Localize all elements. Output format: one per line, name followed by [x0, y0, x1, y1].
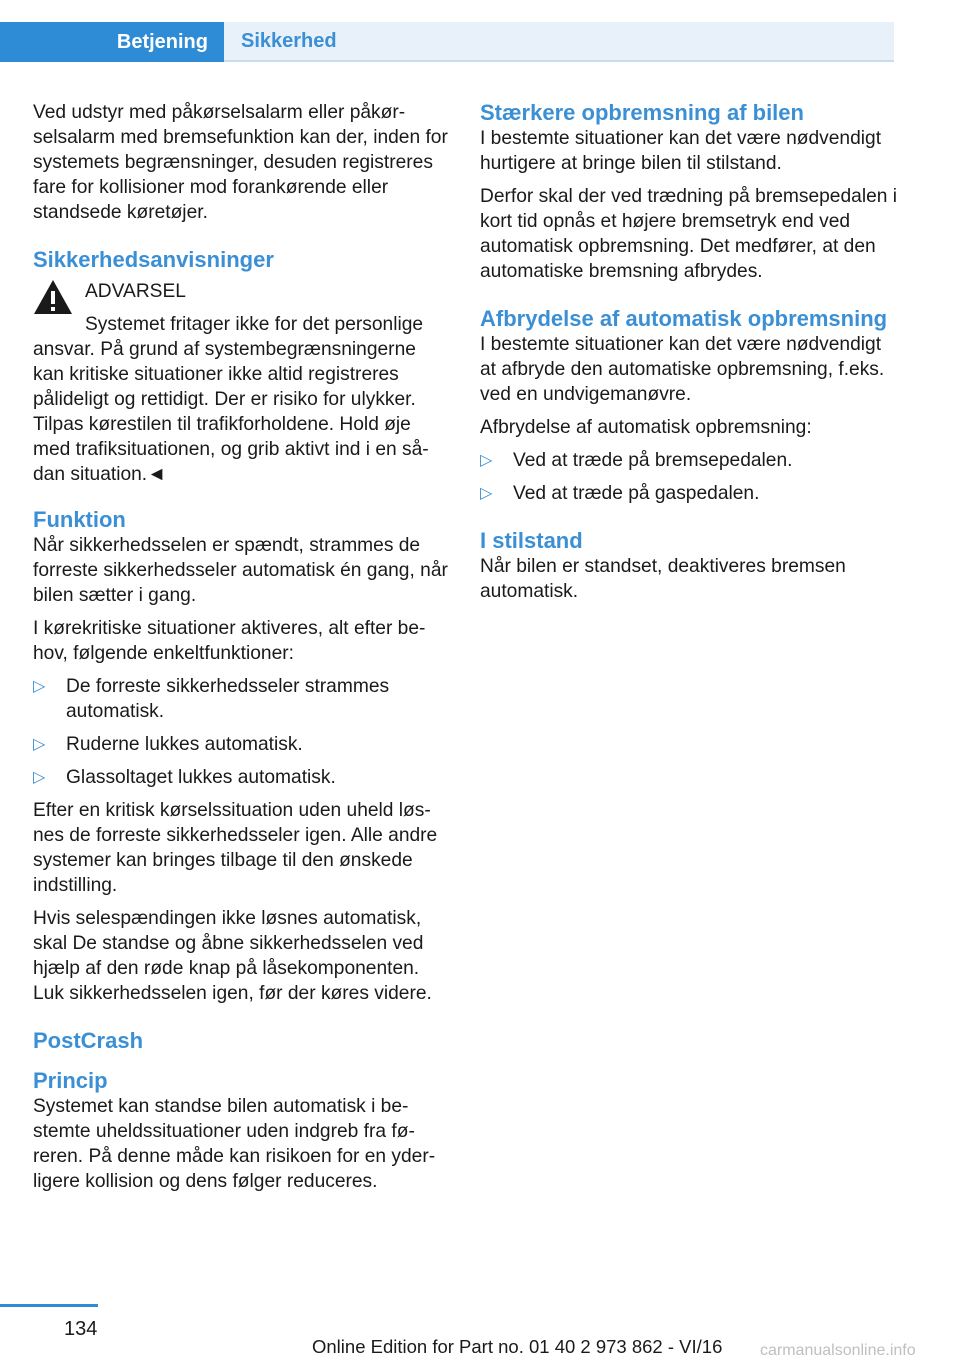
function-list	[33, 674, 448, 790]
list-item: ▷ Ved at træde på bremsepedalen.	[480, 450, 793, 471]
footer-rule	[0, 1304, 98, 1307]
page-number: 134	[64, 1318, 98, 1340]
triangle-bullet-icon: ▷	[33, 678, 46, 695]
braking-paragraph-1: I bestemte situationer kan det være nødvendigt hurtigere at bringe bilen til stilstand.	[480, 128, 882, 174]
warning-first-line: Systemet fritager ikke for det personlige	[85, 314, 424, 335]
safety-heading: Sikkerhedsanvisninger	[33, 247, 274, 272]
braking-heading: Stærkere opbremsning af bilen	[480, 100, 804, 125]
intro-paragraph: Ved udstyr med påkørselsalarm eller påkørselsalarm med bremsefunktion kan der, inden for systemets begrænsninger, desuden registreres fare for kollisioner mod forankørende eller standsede køretøjer.	[33, 102, 448, 223]
postcrash-heading: PostCrash	[33, 1028, 144, 1053]
warning-box	[33, 279, 448, 487]
function-paragraph-4: Hvis selespændingen ikke løsnes automatisk, skal De standse og åbne sikkerhedsselen ved hjælp af den røde knap på låsekomponenten. Luk sikkerhedsselen igen, før der køres videre.	[33, 908, 432, 1004]
principle-paragraph: Systemet kan standse bilen automatisk i bestemte uheldssituationer uden indgreb fra føreren. På denne måde kan risikoen for en yderligere kollision og dens følger reduceres.	[33, 1096, 436, 1192]
function-paragraph-2: I kørekritiske situationer aktiveres, alt efter behov, følgende enkeltfunktioner:	[33, 618, 426, 664]
interrupt-paragraph-1: I bestemte situationer kan det være nødvendigt at afbryde den automatiske opbremsning, f.eks. ved en undvigemanøvre.	[480, 334, 885, 405]
watermark: carmanualsonline.info	[760, 1342, 916, 1359]
tab-betjening[interactable]: Betjening	[0, 22, 224, 62]
list-item: ▷ Ruderne lukkes automatisk.	[33, 734, 303, 755]
warning-triangle-icon	[33, 279, 73, 315]
list-item: ▷ Glassoltaget lukkes automatisk.	[33, 767, 336, 788]
right-column	[480, 100, 898, 612]
triangle-bullet-icon: ▷	[480, 452, 493, 469]
interrupt-heading: Afbrydelse af automatisk opbremsning	[480, 306, 888, 331]
standstill-heading: I stilstand	[480, 528, 583, 553]
edition-text: Online Edition for Part no. 01 40 2 973 862 - VI/16	[312, 1336, 723, 1357]
triangle-bullet-icon: ▷	[33, 769, 46, 786]
interrupt-list	[480, 448, 898, 506]
function-heading: Funktion	[33, 507, 126, 532]
warning-title: ADVARSEL	[85, 281, 186, 302]
braking-paragraph-2: Derfor skal der ved trædning på bremsepedalen i kort tid opnås et højere bremsetryk end ved automatisk opbremsning. Det medfører, at den automatiske bremsning afbrydes.	[480, 186, 898, 282]
principle-heading: Princip	[33, 1068, 108, 1093]
header-tabs	[0, 0, 960, 62]
warning-text	[33, 312, 448, 487]
function-paragraph-1: Når sikkerhedsselen er spændt, strammes de forreste sikkerhedsseler automatisk én gang, når bilen sætter i gang.	[33, 535, 448, 606]
interrupt-paragraph-2: Afbrydelse af automatisk opbremsning:	[480, 417, 812, 438]
left-column	[33, 100, 448, 1202]
list-item: ▷ De forreste sikkerhedsseler strammes automatisk.	[33, 676, 390, 722]
list-item: ▷ Ved at træde på gaspedalen.	[480, 483, 760, 504]
triangle-bullet-icon: ▷	[33, 736, 46, 753]
warning-rest: ansvar. På grund af systembegrænsningerne kan kritiske situationer ikke altid registreres pålideligt og rettidigt. Der er risiko for ulykker. Tilpas kørestilen til trafikforholdene. Hold øje med trafiksituationen, og grib aktivt ind i en sådan situation.◄	[33, 339, 429, 485]
triangle-bullet-icon: ▷	[480, 485, 493, 502]
function-paragraph-3: Efter en kritisk kørselssituation uden uheld løsnes de forreste sikkerhedsseler igen. Alle andre systemer kan bringes tilbage til den ønskede indstilling.	[33, 800, 438, 896]
standstill-paragraph: Når bilen er standset, deaktiveres bremsen automatisk.	[480, 556, 846, 602]
tab-sikkerhed[interactable]: Sikkerhed	[224, 22, 894, 62]
